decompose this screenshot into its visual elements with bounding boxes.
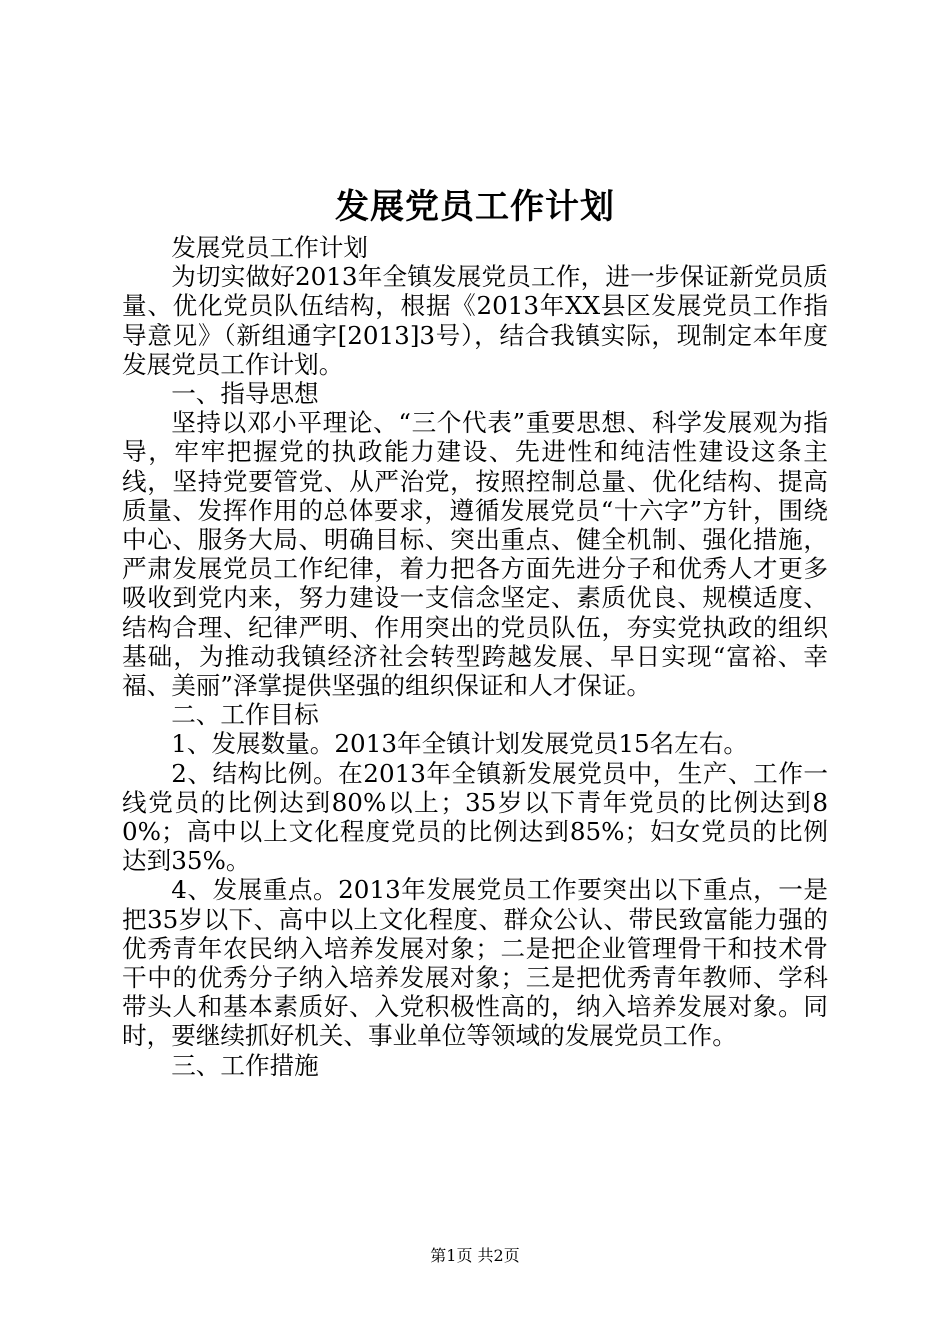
section-heading-guiding-thought: 一、指导思想: [171, 379, 319, 409]
paragraph-goal-quantity: 1、发展数量。2013年全镇计划发展党员15名左右。: [171, 729, 749, 759]
paragraph-guiding-thought: 坚持以邓小平理论、“三个代表”重要思想、科学发展观为指导，牢牢把握党的执政能力建设、先进性和纯洁性建设这条主线，坚持党要管党、从严治党，按照控制总量、优化结构、提高质量、发挥作用的总体要求，遵循发展党员“十六字”方针，围绕中心、服务大局、明确目标、突出重点、健全机制、强化措施，严肃发展党员工作纪律，着力把各方面先进分子和优秀人才更多吸收到党内来，努力建设一支信念坚定、素质优良、规模适度、结构合理、纪律严明、作用突出的党员队伍，夯实党执政的组织基础，为推动我镇经济社会转型跨越发展、早日实现“富裕、幸福、美丽”泽掌提供坚强的组织保证和人才保证。: [122, 408, 828, 701]
paragraph-intro: 为切实做好2013年全镇发展党员工作，进一步保证新党员质量、优化党员队伍结构，根据《2013年XX县区发展党员工作指导意见》（新组通字[2013]3号），结合我镇实际，现制定本年度发展党员工作计划。: [122, 262, 828, 379]
paragraph-goal-structure: 2、结构比例。在2013年全镇新发展党员中，生产、工作一线党员的比例达到80%以上；35岁以下青年党员的比例达到80%；高中以上文化程度党员的比例达到85%；妇女党员的比例达到35%。: [122, 758, 828, 876]
paragraph-goal-focus: 4、发展重点。2013年发展党员工作要突出以下重点，一是把35岁以下、高中以上文化程度、群众公认、带民致富能力强的优秀青年农民纳入培养发展对象；二是把企业管理骨干和技术骨干中的优秀分子纳入培养发展对象；三是把优秀青年教师、学科带头人和基本素质好、入党积极性高的，纳入培养发展对象。同时，要继续抓好机关、事业单位等领域的发展党员工作。: [122, 875, 828, 1051]
page-footer: 第1页 共2页: [430, 1246, 520, 1265]
document-body: [122, 233, 828, 1080]
section-heading-work-measures: 三、工作措施: [171, 1050, 319, 1080]
section-heading-work-goals: 二、工作目标: [171, 700, 319, 730]
paragraph-subtitle: 发展党员工作计划: [171, 233, 368, 262]
document-title: 发展党员工作计划: [335, 187, 615, 227]
